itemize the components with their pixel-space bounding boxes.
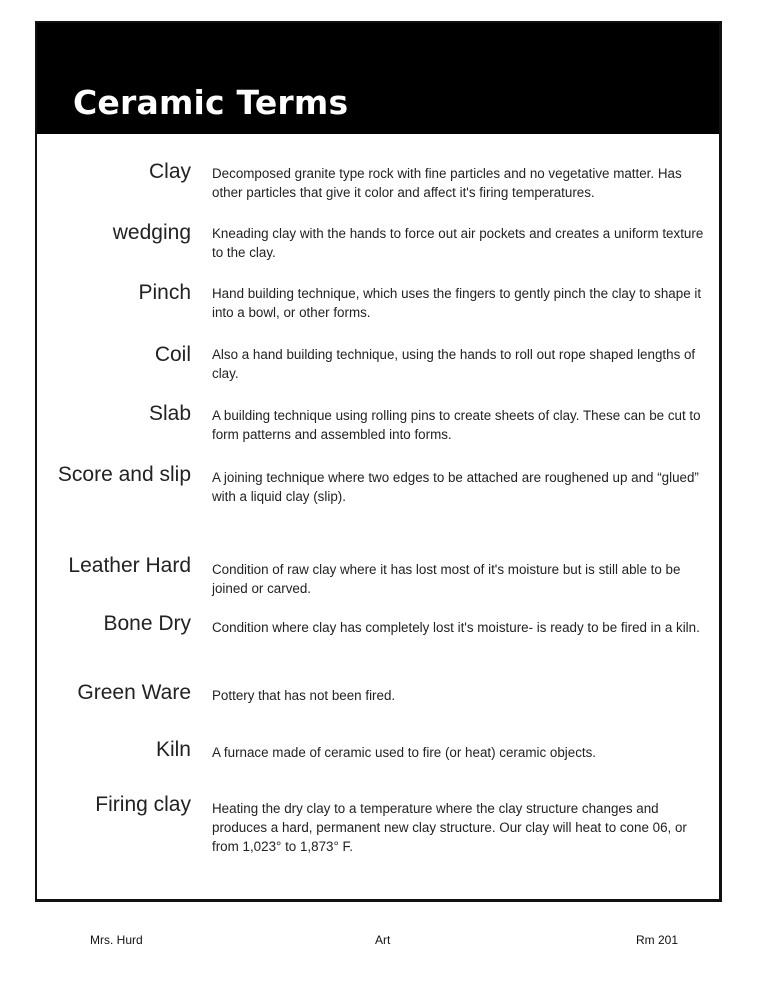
term-definition: Condition of raw clay where it has lost most of it's moisture but is still able to be joined or carved. [212,562,681,596]
term-definition: Heating the dry clay to a temperature where the clay structure changes and produces a hard, permanent new clay structure. Our clay will heat to cone 06, or from 1,023° to 1,873° F. [212,801,687,854]
term-definition: Decomposed granite type rock with fine particles and no vegetative matter. Has other particles that give it color and affect it's firing temperatures. [212,166,682,200]
term-label: Green Ware [77,681,191,704]
term-definition: Hand building technique, which uses the fingers to gently pinch the clay to shape it into a bowl, or other forms. [212,286,702,320]
title-banner [37,23,719,134]
term-label: Coil [154,343,191,366]
footer-teacher: Mrs. Hurd [90,933,143,947]
footer-room: Rm 201 [636,933,679,947]
term-label: wedging [112,221,191,244]
term-definition: A building technique using rolling pins to create sheets of clay. These can be cut to form patterns and assembled into forms. [212,408,701,442]
term-label: Kiln [155,738,191,761]
term-definition: A joining technique where two edges to be attached are roughened up and “glued” with a liquid clay (slip). [212,470,699,504]
term-label: Pinch [138,281,191,304]
term-label: Clay [148,160,191,183]
term-definition: Also a hand building technique, using the hands to roll out rope shaped lengths of clay. [212,347,696,381]
glossary-sheet [35,21,722,902]
term-label: Score and slip [57,463,191,486]
term-definition: Kneading clay with the hands to force out air pockets and creates a uniform texture to the clay. [212,226,704,260]
term-label: Slab [148,402,191,425]
term-definition: Pottery that has not been fired. [212,688,396,703]
page-title: Ceramic Terms [73,83,349,122]
footer-subject: Art [375,933,391,947]
term-label: Firing clay [95,793,191,816]
term-definition: A furnace made of ceramic used to fire (or heat) ceramic objects. [212,745,597,760]
term-definition: Condition where clay has completely lost it's moisture- is ready to be fired in a kiln. [212,620,700,635]
term-label: Leather Hard [68,554,191,577]
term-label: Bone Dry [103,612,191,635]
